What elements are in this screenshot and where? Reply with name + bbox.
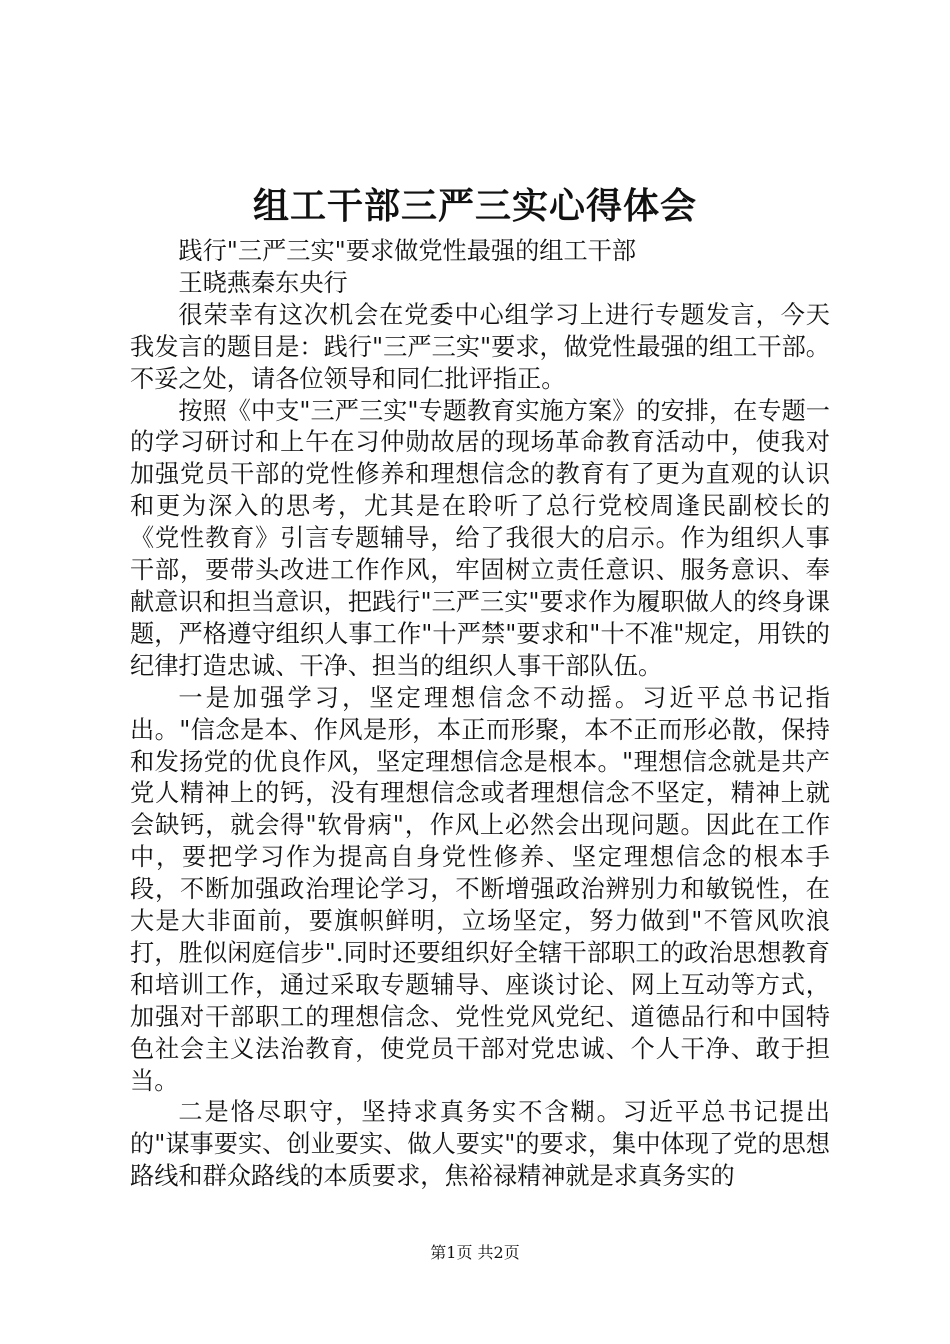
document-title: 组工干部三严三实心得体会 [252,186,697,227]
paragraph-background: 按照《中支"三严三实"专题教育实施方案》的安排，在专题一的学习研讨和上午在习仲勋故居的现场革命教育活动中，使我对加强党员干部的党性修养和理想信念的教育有了更为直观的认识和更为深入的思考，尤其是在聆听了总行党校周逢民副校长的《党性教育》引言专题辅导，给了我很大的启示。作为组织人事干部，要带头改进工作作风，牢固树立责任意识、服务意识、奉献意识和担当意识，把践行"三严三实"要求作为履职做人的终身课题，严格遵守组织人事工作"十严禁"要求和"十不准"规定，用铁的纪律打造忠诚、干净、担当的组织人事干部队伍。 [130,396,830,680]
page-footer: 第1页 共2页 [430,1243,520,1262]
paragraph-point-one: 一是加强学习，坚定理想信念不动摇。习近平总书记指出。"信念是本、作风是形，本正而形聚，本不正而形必散，保持和发扬党的优良作风，坚定理想信念是根本。"理想信念就是共产党人精神上的钙，没有理想信念或者理想信念不坚定，精神上就会缺钙，就会得"软骨病"，作风上必然会出现问题。因此在工作中，要把学习作为提高自身党性修养、坚定理想信念的根本手段，不断加强政治理论学习，不断增强政治辨别力和敏锐性，在大是大非面前，要旗帜鲜明，立场坚定，努力做到"不管风吹浪打，胜似闲庭信步".同时还要组织好全辖干部职工的政治思想教育和培训工作，通过采取专题辅导、座谈讨论、网上互动等方式，加强对干部职工的理想信念、党性党风党纪、道德品行和中国特色社会主义法治教育，使党员干部对党忠诚、个人干净、敢于担当。 [130,683,830,1095]
document-authors: 王晓燕秦东央行 [178,268,348,297]
document-subtitle: 践行"三严三实"要求做党性最强的组工干部 [178,237,637,265]
paragraph-intro: 很荣幸有这次机会在党委中心组学习上进行专题发言，今天我发言的题目是：践行"三严三实"要求，做党性最强的组工干部。不妥之处，请各位领导和同仁批评指正。 [130,300,830,393]
document-body [130,236,830,1193]
paragraph-point-two: 二是恪尽职守，坚持求真务实不含糊。习近平总书记提出的"谋事要实、创业要实、做人要实"的要求，集中体现了党的思想路线和群众路线的本质要求，焦裕禄精神就是求真务实的 [130,1098,830,1191]
